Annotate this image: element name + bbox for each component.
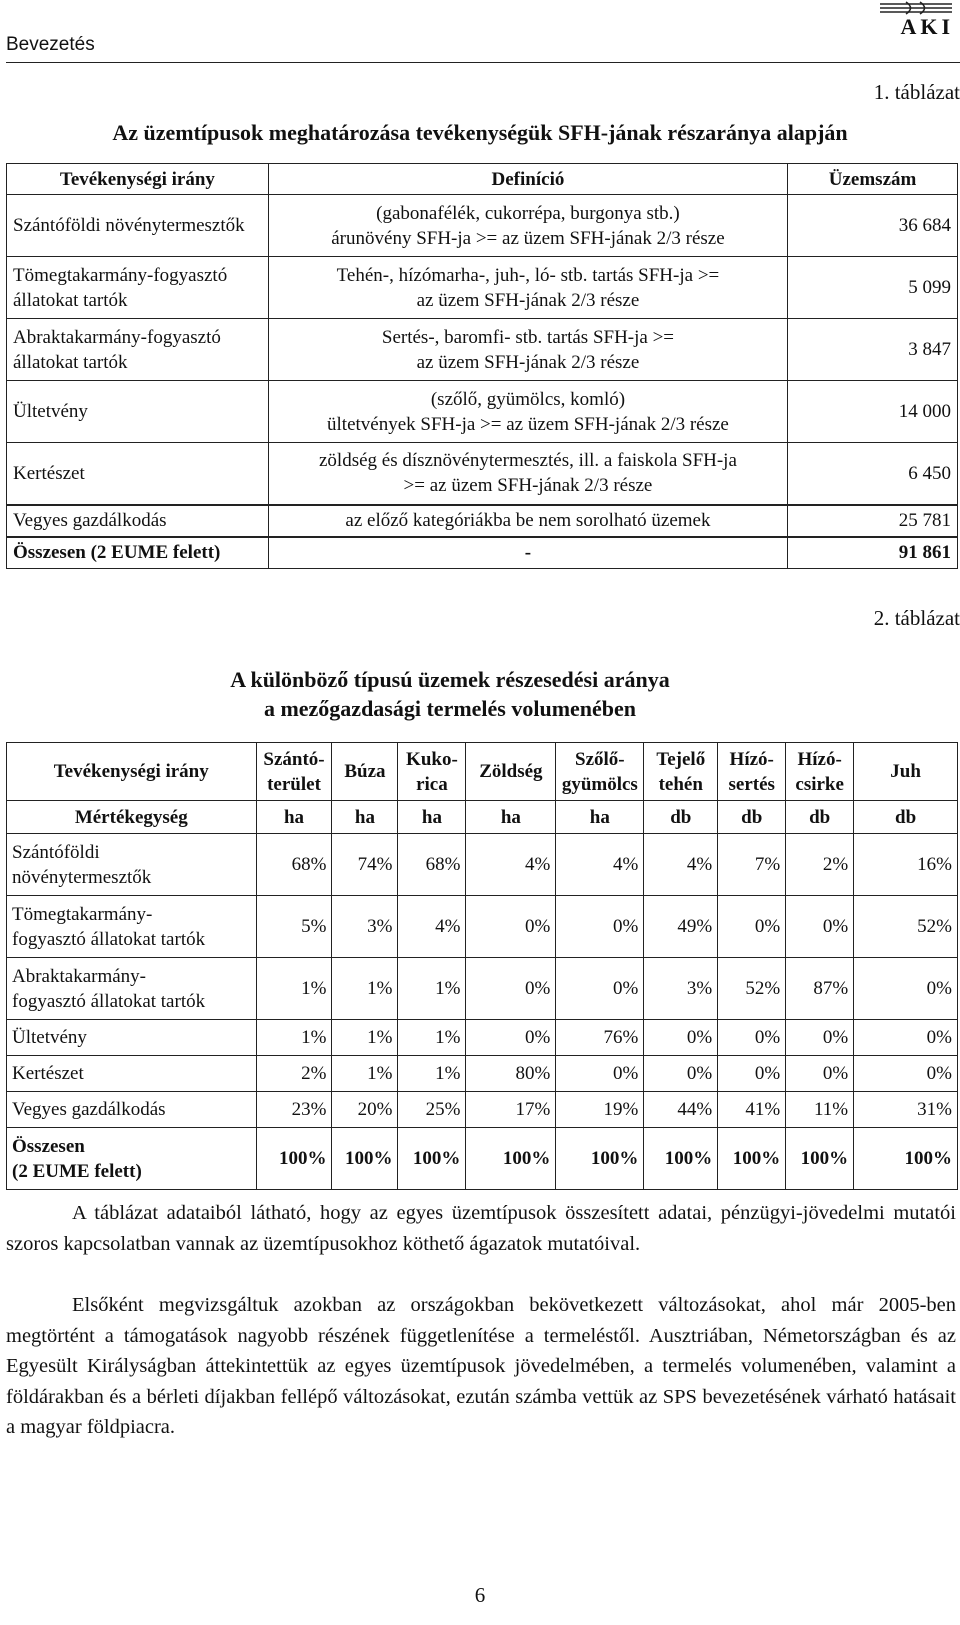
table2-row xyxy=(7,1020,958,1056)
table1-row xyxy=(7,257,958,319)
table1-cell-count: 6 450 xyxy=(788,443,958,505)
table1-header-row xyxy=(7,164,958,195)
table2-cell-value: 100% xyxy=(854,1128,958,1190)
table2-column-header xyxy=(256,743,332,801)
table2-unit: db xyxy=(644,801,718,834)
row-label-line: Ültetvény xyxy=(12,1027,87,1048)
table2-cell-value: 17% xyxy=(466,1092,556,1128)
column-header-line: gyümölcs xyxy=(561,773,638,795)
table2-cell-value: 87% xyxy=(786,958,854,1020)
table2-cell-value: 1% xyxy=(398,1056,466,1092)
table1-header-count: Üzemszám xyxy=(788,164,958,195)
table2-row xyxy=(7,896,958,958)
row-label-line: fogyasztó állatokat tartók xyxy=(12,990,206,1012)
column-header-line: Zöldség xyxy=(479,761,543,782)
column-header-line: Kuko- xyxy=(406,748,458,770)
table2-caption-line: A különböző típusú üzemek részesedési aránya xyxy=(230,667,670,692)
table2-cell-value: 100% xyxy=(466,1128,556,1190)
table2-cell-value: 68% xyxy=(398,834,466,896)
table1-cell-count: 5 099 xyxy=(788,257,958,319)
table2-cell-value: 100% xyxy=(398,1128,466,1190)
table2-cell-value: 4% xyxy=(466,834,556,896)
table2-cell-value: 52% xyxy=(718,958,786,1020)
table2-cell-value: 0% xyxy=(556,1056,644,1092)
table1-cell-definition: - xyxy=(268,537,787,569)
table2-cell-value: 100% xyxy=(718,1128,786,1190)
table1-header-definition: Definíció xyxy=(268,164,787,195)
page-number: 6 xyxy=(474,1583,486,1607)
table2-units-label: Mértékegység xyxy=(7,801,257,834)
table2-cell-value: 31% xyxy=(854,1092,958,1128)
table2-cell-type xyxy=(7,1128,257,1190)
row-label-line: Szántóföldi xyxy=(12,841,100,863)
table2-cell-value: 1% xyxy=(332,1020,398,1056)
table2-cell-value: 2% xyxy=(256,1056,332,1092)
table2-column-header xyxy=(466,743,556,801)
table2-column-header xyxy=(718,743,786,801)
table2-cell-value: 0% xyxy=(466,896,556,958)
column-header-line: Szántó- xyxy=(263,748,325,770)
table2-row xyxy=(7,1056,958,1092)
table2-cell-value: 0% xyxy=(718,1056,786,1092)
table2-label: 2. táblázat xyxy=(873,606,960,630)
definition-line: ültetvények SFH-ja >= az üzem SFH-jának 2/3 része xyxy=(327,413,729,435)
column-header-line: Hízó- xyxy=(729,748,774,770)
table1-cell-definition: az előző kategóriákba be nem sorolható üzemek xyxy=(268,505,787,537)
table2-cell-value: 0% xyxy=(786,1056,854,1092)
table1-cell-definition xyxy=(268,381,787,443)
table2-cell-type xyxy=(7,958,257,1020)
table2-cell-value: 100% xyxy=(556,1128,644,1190)
definition-line: (szőlő, gyümölcs, komló) xyxy=(430,388,626,410)
table2-cell-value: 0% xyxy=(854,1020,958,1056)
table2-cell-value: 0% xyxy=(786,896,854,958)
table2-cell-value: 3% xyxy=(332,896,398,958)
table1-cell-count: 14 000 xyxy=(788,381,958,443)
table2-column-header xyxy=(332,743,398,801)
table2-cell-value: 100% xyxy=(644,1128,718,1190)
table2-cell-value: 2% xyxy=(786,834,854,896)
table2-cell-value: 1% xyxy=(256,1020,332,1056)
table2-cell-value: 44% xyxy=(644,1092,718,1128)
table2-cell-value: 100% xyxy=(256,1128,332,1190)
table2 xyxy=(6,742,958,1190)
table2-cell-type xyxy=(7,1020,257,1056)
table2-unit: ha xyxy=(332,801,398,834)
table2-cell-value: 0% xyxy=(718,896,786,958)
table2-cell-value: 41% xyxy=(718,1092,786,1128)
column-header-line: sertés xyxy=(728,773,775,795)
header-rule xyxy=(6,62,960,63)
table1-cell-type: Tömegtakarmány-fogyasztó állatokat tartók xyxy=(7,257,269,319)
table2-cell-value: 0% xyxy=(466,1020,556,1056)
table1-cell-definition xyxy=(268,319,787,381)
table2-header-type: Tevékenységi irány xyxy=(7,743,257,801)
definition-line: az üzem SFH-jának 2/3 része xyxy=(416,351,640,373)
table2-cell-value: 0% xyxy=(644,1020,718,1056)
table2-cell-value: 100% xyxy=(332,1128,398,1190)
table2-cell-value: 0% xyxy=(854,1056,958,1092)
table2-cell-value: 1% xyxy=(398,1020,466,1056)
table2-cell-value: 52% xyxy=(854,896,958,958)
table2-cell-value: 74% xyxy=(332,834,398,896)
table2-cell-value: 1% xyxy=(398,958,466,1020)
table1-cell-type: Vegyes gazdálkodás xyxy=(7,505,269,537)
definition-line: Sertés-, baromfi- stb. tartás SFH-ja >= xyxy=(381,326,675,348)
table2-cell-value: 1% xyxy=(256,958,332,1020)
table2-cell-value: 76% xyxy=(556,1020,644,1056)
table2-caption xyxy=(150,665,750,723)
definition-line: az üzem SFH-jának 2/3 része xyxy=(416,289,640,311)
table2-cell-value: 3% xyxy=(644,958,718,1020)
table2-column-header xyxy=(398,743,466,801)
row-label-line: Összesen xyxy=(12,1135,85,1157)
column-header-line: Hízó- xyxy=(797,748,842,770)
column-header-line: Tejelő xyxy=(656,748,706,770)
table2-cell-value: 0% xyxy=(556,958,644,1020)
table1-row-total xyxy=(7,537,958,569)
table2-cell-value: 1% xyxy=(332,958,398,1020)
definition-line: árunövény SFH-ja >= az üzem SFH-jának 2/3 része xyxy=(331,227,725,249)
table2-cell-value: 0% xyxy=(854,958,958,1020)
definition-line: Tehén-, hízómarha-, juh-, ló- stb. tartás SFH-ja >= xyxy=(336,264,720,286)
table1-row xyxy=(7,319,958,381)
table2-cell-value: 0% xyxy=(556,896,644,958)
table1-cell-type: Szántóföldi növénytermesztők xyxy=(7,195,269,257)
table1-caption: Az üzemtípusok meghatározása tevékenységük SFH-jának részaránya alapján xyxy=(112,120,848,145)
row-label-line: Tömegtakarmány- xyxy=(12,903,153,925)
row-label-line: Abraktakarmány- xyxy=(12,965,146,987)
table2-cell-value: 1% xyxy=(332,1056,398,1092)
table2-cell-value: 4% xyxy=(556,834,644,896)
table2-cell-value: 23% xyxy=(256,1092,332,1128)
table2-cell-value: 19% xyxy=(556,1092,644,1128)
table1-header-type: Tevékenységi irány xyxy=(7,164,269,195)
table2-cell-type xyxy=(7,896,257,958)
table2-unit: db xyxy=(718,801,786,834)
paragraph: Elsőként megvizsgáltuk azokban az országokban bekövetkezett változásokat, ahol már 2005-ben megtörtént a támogatások nagyobb részének függetlenítése a termeléstől. Ausztriában, Németországban és az Egyesült Királyságban áttekintettük az egyes üzemtípusok jövedelmében, a termelés volumenében, valamint a földárakban és a bérleti díjakban fellépő változásokat, ezután számba vettük az SPS bevezetésének várható hatásait a magyar földpiacra. xyxy=(6,1294,956,1438)
table2-header-row xyxy=(7,743,958,801)
paragraph: A táblázat adataiból látható, hogy az egyes üzemtípusok összesített adatai, pénzügyi-jövedelmi mutatói szoros kapcsolatban vannak az üzemtípusokhoz köthető ágazatok mutatóival. xyxy=(6,1202,956,1255)
definition-line: (gabonafélék, cukorrépa, burgonya stb.) xyxy=(376,202,680,224)
row-label-line: (2 EUME felett) xyxy=(12,1160,142,1182)
table1-label: 1. táblázat xyxy=(873,80,960,104)
table2-row xyxy=(7,958,958,1020)
body-text xyxy=(6,1198,956,1443)
column-header-line: terület xyxy=(267,773,321,795)
row-label-line: fogyasztó állatokat tartók xyxy=(12,928,206,950)
row-label-line: növénytermesztők xyxy=(12,866,152,888)
table2-cell-value: 0% xyxy=(718,1020,786,1056)
table2-cell-value: 11% xyxy=(786,1092,854,1128)
table1-row xyxy=(7,195,958,257)
table2-cell-value: 0% xyxy=(786,1020,854,1056)
table1-row xyxy=(7,381,958,443)
table1-row-mixed xyxy=(7,505,958,537)
table2-unit: ha xyxy=(466,801,556,834)
table2-units-row xyxy=(7,801,958,834)
table1-cell-definition xyxy=(268,257,787,319)
row-label-line: Kertészet xyxy=(12,1063,84,1084)
table2-cell-type xyxy=(7,834,257,896)
table2-cell-value: 7% xyxy=(718,834,786,896)
table2-row xyxy=(7,1092,958,1128)
table2-cell-value: 0% xyxy=(466,958,556,1020)
table1-cell-type: Összesen (2 EUME felett) xyxy=(7,537,269,569)
table1 xyxy=(6,163,958,569)
column-header-line: tehén xyxy=(658,773,703,795)
table2-column-header xyxy=(556,743,644,801)
table2-caption-line: a mezőgazdasági termelés volumenében xyxy=(263,696,637,721)
table2-column-header xyxy=(854,743,958,801)
table2-column-header xyxy=(644,743,718,801)
column-header-line: Szőlő- xyxy=(575,748,625,770)
table2-row xyxy=(7,834,958,896)
table2-cell-value: 5% xyxy=(256,896,332,958)
table2-cell-value: 4% xyxy=(398,896,466,958)
table2-cell-value: 0% xyxy=(644,1056,718,1092)
table2-cell-value: 4% xyxy=(644,834,718,896)
table2-cell-value: 80% xyxy=(466,1056,556,1092)
table1-row xyxy=(7,443,958,505)
table2-cell-value: 16% xyxy=(854,834,958,896)
table1-cell-count: 25 781 xyxy=(788,505,958,537)
table1-cell-type: Abraktakarmány-fogyasztó állatokat tartók xyxy=(7,319,269,381)
table1-cell-definition xyxy=(268,195,787,257)
table2-cell-value: 20% xyxy=(332,1092,398,1128)
definition-line: zöldség és dísznövénytermesztés, ill. a faiskola SFH-ja xyxy=(319,450,737,472)
table1-cell-count: 91 861 xyxy=(788,537,958,569)
table2-cell-value: 68% xyxy=(256,834,332,896)
column-header-line: csirke xyxy=(795,773,844,795)
table1-cell-type: Ültetvény xyxy=(7,381,269,443)
table2-cell-type xyxy=(7,1092,257,1128)
table1-cell-count: 3 847 xyxy=(788,319,958,381)
table2-unit: db xyxy=(786,801,854,834)
table2-unit: db xyxy=(854,801,958,834)
table2-unit: ha xyxy=(556,801,644,834)
table2-row-total xyxy=(7,1128,958,1190)
table1-cell-definition xyxy=(268,443,787,505)
row-label-line: Vegyes gazdálkodás xyxy=(12,1099,166,1120)
column-header-line: Juh xyxy=(890,761,921,782)
definition-line: >= az üzem SFH-jának 2/3 része xyxy=(403,475,653,497)
table2-unit: ha xyxy=(256,801,332,834)
table2-cell-value: 49% xyxy=(644,896,718,958)
table2-cell-type xyxy=(7,1056,257,1092)
table1-cell-count: 36 684 xyxy=(788,195,958,257)
table2-column-header xyxy=(786,743,854,801)
running-header: Bevezetés xyxy=(6,34,95,55)
table1-cell-type: Kertészet xyxy=(7,443,269,505)
table2-cell-value: 25% xyxy=(398,1092,466,1128)
column-header-line: Búza xyxy=(344,761,386,782)
column-header-line: rica xyxy=(416,773,448,795)
table2-unit: ha xyxy=(398,801,466,834)
logo-text: AKI xyxy=(900,14,954,39)
table2-cell-value: 100% xyxy=(786,1128,854,1190)
